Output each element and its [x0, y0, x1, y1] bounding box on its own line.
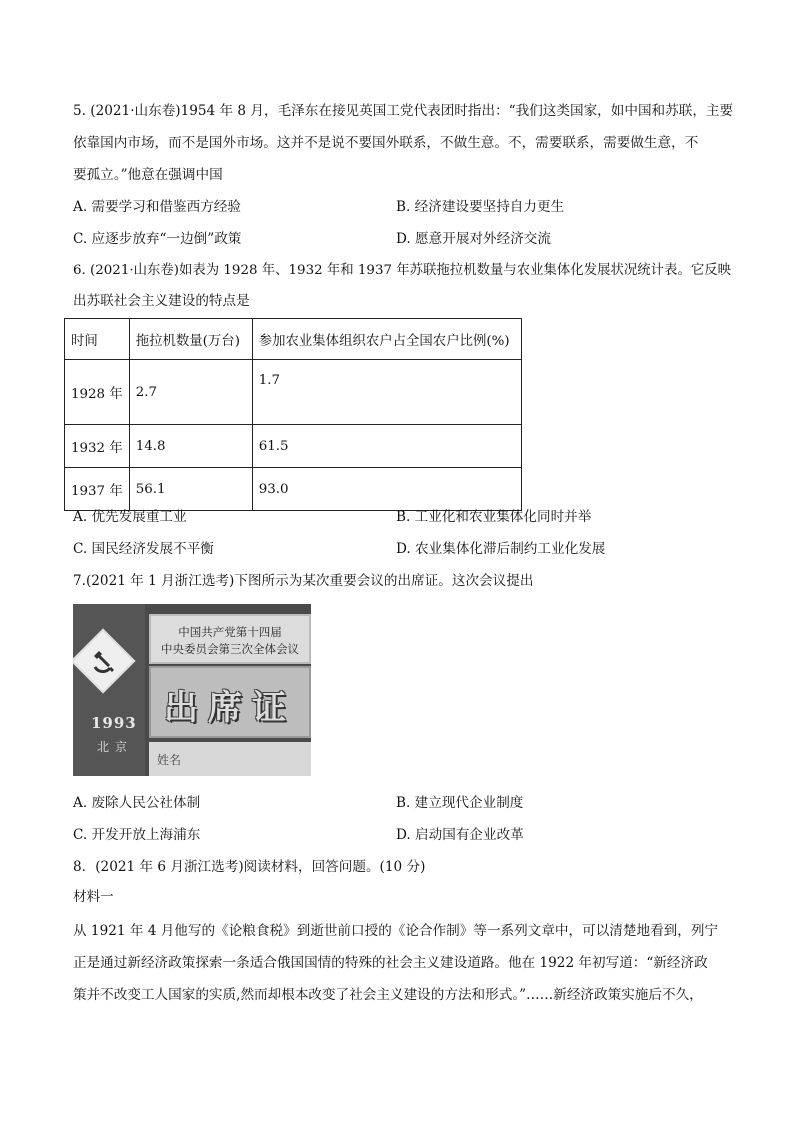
tractor-collectivization-table [64, 318, 522, 511]
q5-option-b: B. 经济建设要坚持自力更生 [396, 199, 565, 215]
q6-option-b: B. 工业化和农业集体化同时并举 [396, 509, 592, 525]
table-cell: 93.0 [252, 468, 521, 511]
q6-option-a: A. 优先发展重工业 [73, 509, 187, 525]
q5-stem-line3: 要孤立。”他意在强调中国 [73, 167, 223, 183]
q5-stem-line1: 5. (2021·山东卷)1954 年 8 月，毛泽东在接见英国工党代表团时指出：“我们这类国家，如中国和苏联，主要 [73, 103, 734, 119]
table-cell: 1932 年 [65, 425, 130, 468]
table-row [65, 425, 522, 468]
table-header-cell: 时间 [65, 319, 130, 360]
q6-option-c: C. 国民经济发展不平衡 [73, 541, 214, 557]
q6-option-d: D. 农业集体化滞后制约工业化发展 [396, 541, 606, 557]
q6-stem-line2: 出苏联社会主义建设的特点是 [73, 293, 250, 309]
q8-stem-line1: 8．(2021 年 6 月浙江选考)阅读材料，回答问题。(10 分) [73, 859, 426, 875]
table-cell: 1937 年 [65, 468, 130, 511]
certificate-year: 1993 [91, 714, 137, 732]
table-header-row [65, 319, 522, 360]
table-cell: 56.1 [129, 468, 252, 511]
hammer-sickle-icon [89, 647, 117, 675]
q5-option-c: C. 应逐步放弃“一边倒”政策 [73, 231, 242, 247]
attendance-certificate-image [73, 604, 311, 776]
q7-option-a: A. 废除人民公社体制 [73, 795, 201, 811]
q6-stem-line1: 6. (2021·山东卷)如表为 1928 年、1932 年和 1937 年苏联拖拉机数量与农业集体化发展状况统计表。它反映 [73, 263, 732, 278]
certificate-name-label: 姓名 [157, 753, 182, 767]
q5-option-d: D. 愿意开展对外经济交流 [396, 231, 551, 247]
certificate-title-box [149, 614, 311, 664]
q5-option-a: A. 需要学习和借鉴西方经验 [73, 199, 241, 215]
q8-material-label: 材料一 [73, 889, 114, 905]
certificate-main-box [149, 666, 311, 738]
q5-stem-line2: 依靠国内市场，而不是国外市场。这并不是说不要国外联系，不做生意。不，需要联系，需要做生意，不 [73, 135, 699, 151]
table-cell: 1.7 [252, 360, 521, 425]
table-cell: 1928 年 [65, 360, 130, 425]
q7-stem-line1: 7.(2021 年 1 月浙江选考)下图所示为某次重要会议的出席证。这次会议提出 [73, 573, 534, 589]
certificate-city: 北京 [97, 740, 134, 754]
q8-material-line1: 从 1921 年 4 月他写的《论粮食税》到逝世前口授的《论合作制》等一系列文章中，可以清楚地看到，列宁 [73, 923, 719, 939]
table-header-cell: 参加农业集体组织农户占全国农户比例(%) [252, 319, 521, 360]
table-cell: 2.7 [129, 360, 252, 425]
certificate-title-line1: 中国共产党第十四届 [178, 625, 282, 639]
certificate-title-line2: 中央委员会第三次全体会议 [161, 642, 299, 656]
q7-option-d: D. 启动国有企业改革 [396, 827, 524, 843]
table-cell: 61.5 [252, 425, 521, 468]
table-header-cell: 拖拉机数量(万台) [129, 319, 252, 360]
table-row [65, 468, 522, 511]
q8-material-line3: 策并不改变工人国家的实质,然而却根本改变了社会主义建设的方法和形式。”……新经济政策实施后不久， [73, 987, 703, 1003]
q7-option-b: B. 建立现代企业制度 [396, 795, 524, 811]
q7-option-c: C. 开发开放上海浦东 [73, 827, 201, 843]
q8-material-line2: 正是通过新经济政策探索一条适合俄国国情的特殊的社会主义建设道路。他在 1922 年初写道：“新经济政 [73, 955, 708, 971]
certificate-heading: 出席证 [164, 688, 296, 728]
table-row [65, 360, 522, 425]
certificate-name-bar [149, 742, 311, 776]
table-cell: 14.8 [129, 425, 252, 468]
